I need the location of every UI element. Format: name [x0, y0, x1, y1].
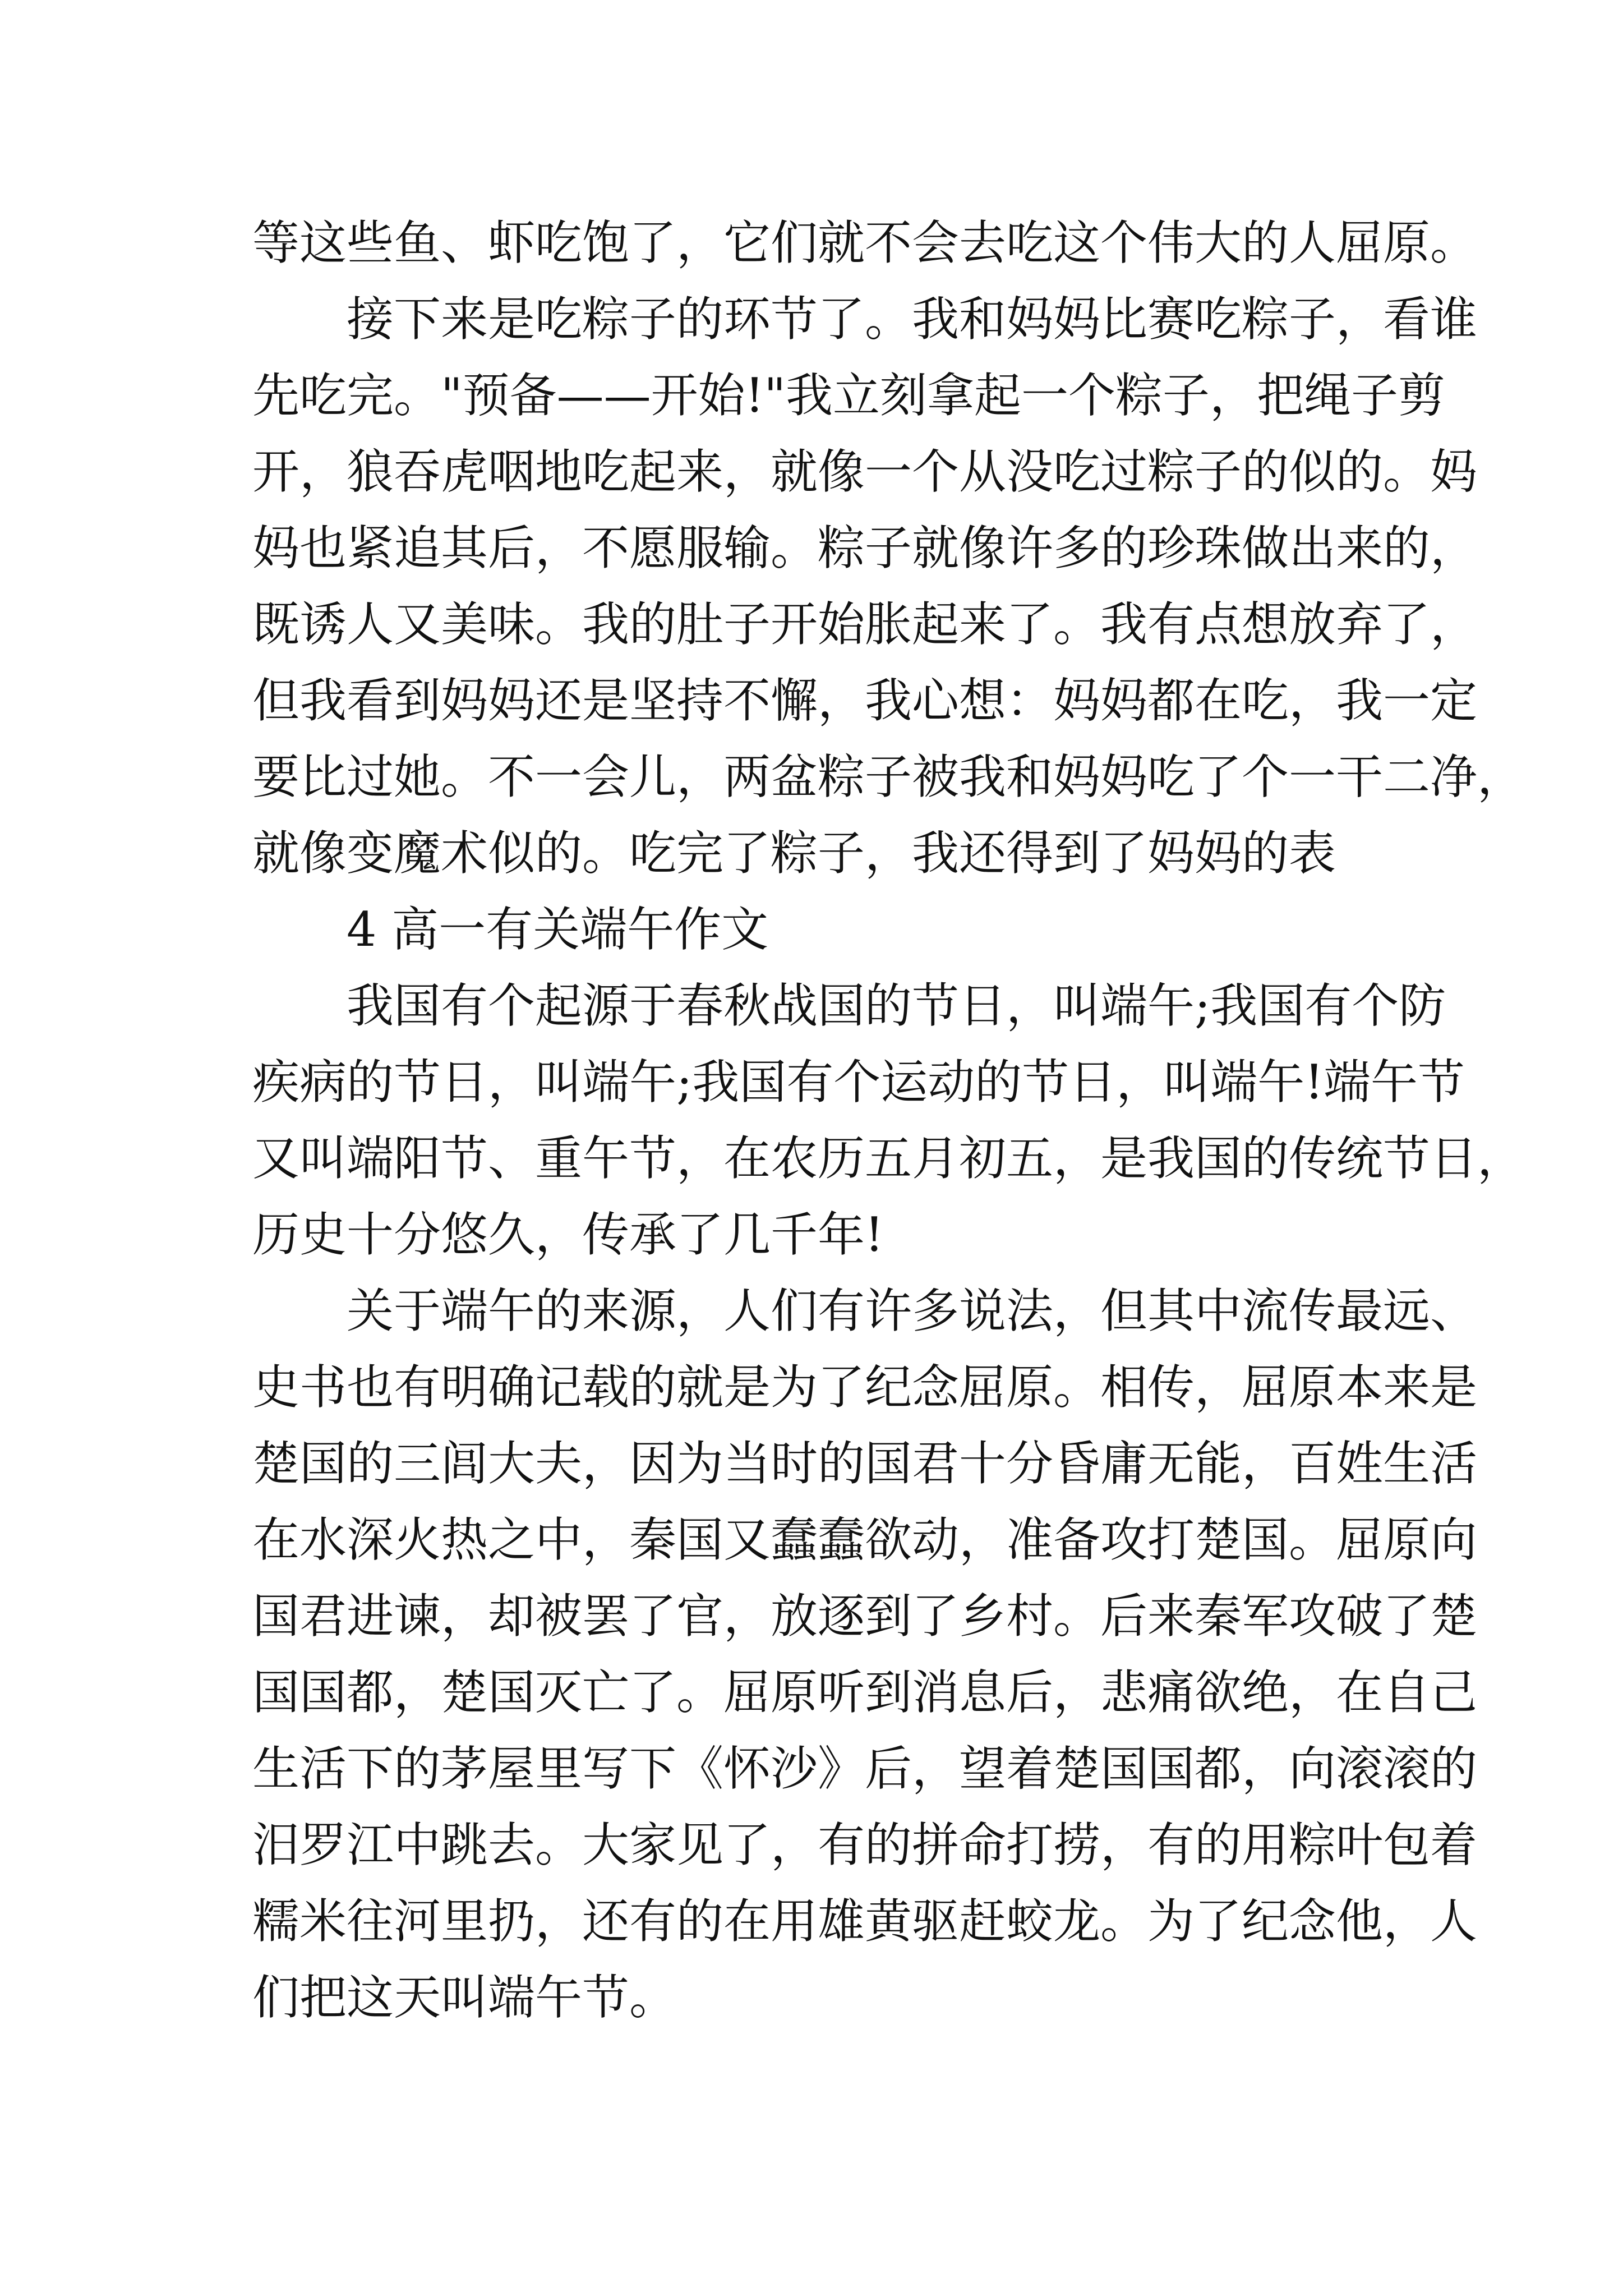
text-line: 们把这天叫端午节。: [252, 1970, 677, 2025]
paragraph-first-line: 关于端午的来源，人们有许多说法，但其中流传最远、: [347, 1283, 1478, 1338]
text-line: 生活下的茅屋里写下《怀沙》后，望着楚国国都，向滚滚的: [252, 1741, 1478, 1796]
text-line: 在水深火热之中，秦国又蠢蠢欲动，准备攻打楚国。屈原向: [252, 1512, 1478, 1567]
text-line: 国君进谏，却被罢了官，放逐到了乡村。后来秦军攻破了楚: [252, 1589, 1478, 1644]
text-line: 开，狼吞虎咽地吃起来，就像一个从没吃过粽子的似的。妈: [252, 444, 1478, 499]
text-line: 就像变魔术似的。吃完了粽子，我还得到了妈妈的表: [252, 826, 1336, 881]
text-line: 国国都，楚国灭亡了。屈原听到消息后，悲痛欲绝，在自己: [252, 1665, 1478, 1720]
text-line: 等这些鱼、虾吃饱了，它们就不会去吃这个伟大的人屈原。: [252, 215, 1478, 270]
text-line: 又叫端阳节、重午节，在农历五月初五，是我国的传统节日，: [252, 1131, 1525, 1186]
text-line: 妈也紧追其后，不愿服输。粽子就像许多的珍珠做出来的，: [252, 521, 1478, 576]
text-line: 但我看到妈妈还是坚持不懈，我心想：妈妈都在吃，我一定: [252, 673, 1478, 728]
section-heading: 4 高一有关端午作文: [347, 902, 769, 957]
text-line: 先吃完。"预备——开始!"我立刻拿起一个粽子，把绳子剪: [252, 368, 1446, 423]
paragraph-first-line: 接下来是吃粽子的环节了。我和妈妈比赛吃粽子，看谁: [347, 292, 1478, 347]
text-line: 既诱人又美味。我的肚子开始胀起来了。我有点想放弃了，: [252, 597, 1478, 652]
text-line: 楚国的三闾大夫，因为当时的国君十分昏庸无能，百姓生活: [252, 1436, 1478, 1491]
text-line: 要比过她。不一会儿，两盆粽子被我和妈妈吃了个一干二净，: [252, 749, 1525, 804]
text-line: 汨罗江中跳去。大家见了，有的拼命打捞，有的用粽叶包着: [252, 1818, 1478, 1872]
text-line: 历史十分悠久，传承了几千年!: [252, 1207, 884, 1262]
text-line: 糯米往河里扔，还有的在用雄黄驱赶蛟龙。为了纪念他，人: [252, 1894, 1478, 1949]
text-line: 史书也有明确记载的就是为了纪念屈原。相传，屈原本来是: [252, 1360, 1478, 1415]
paragraph-first-line: 我国有个起源于春秋战国的节日，叫端午;我国有个防: [347, 978, 1446, 1033]
text-line: 疾病的节日，叫端午;我国有个运动的节日，叫端午!端午节: [252, 1055, 1465, 1110]
document-body: [252, 205, 1525, 2036]
